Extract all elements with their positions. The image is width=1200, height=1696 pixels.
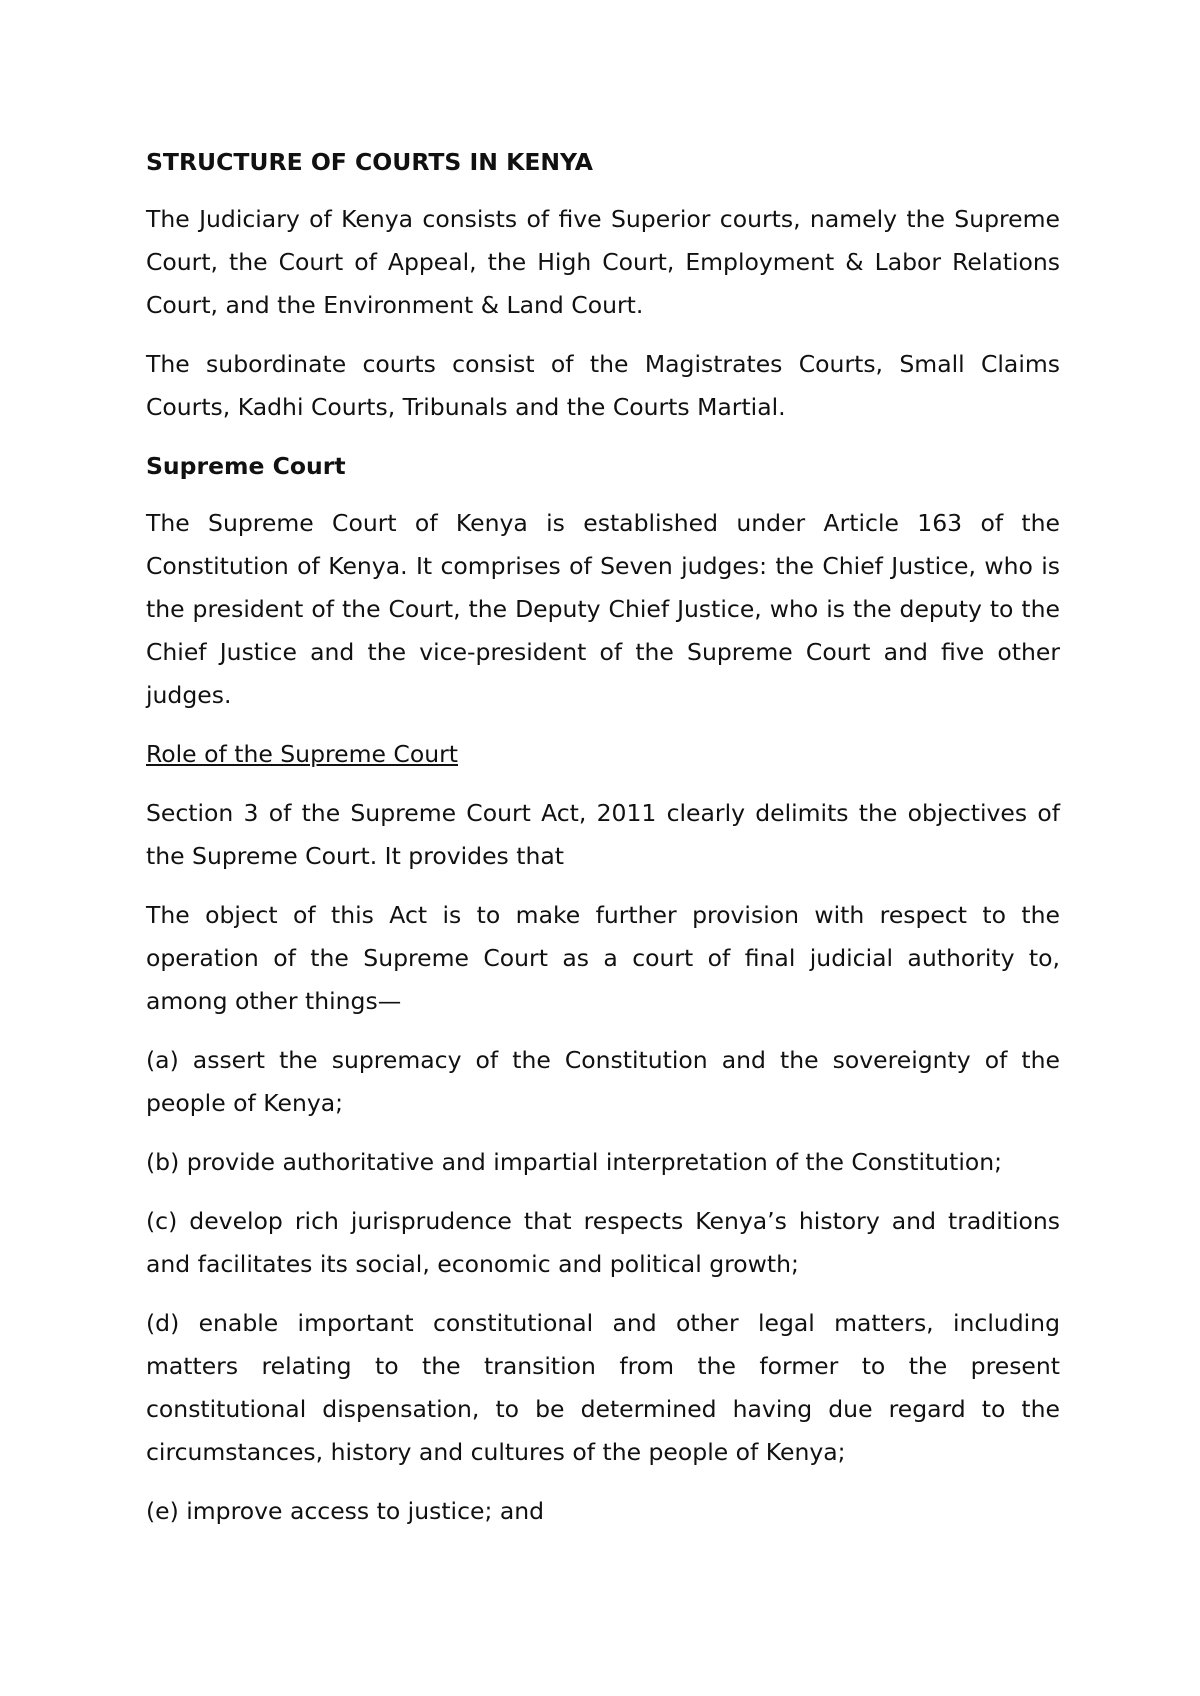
objective-item-c: (c) develop rich jurisprudence that respects Kenya’s history and traditions and facilitates its social, economic and political growth;: [146, 1207, 1060, 1278]
document-body: [146, 141, 1060, 1549]
document-title: STRUCTURE OF COURTS IN KENYA: [146, 148, 593, 176]
objective-item-a: (a) assert the supremacy of the Constitution and the sovereignty of the people of Kenya;: [146, 1046, 1060, 1117]
objective-item-b: (b) provide authoritative and impartial interpretation of the Constitution;: [146, 1148, 1003, 1176]
intro-paragraph-1: The Judiciary of Kenya consists of five Superior courts, namely the Supreme Court, the Court of Appeal, the High Court, Employment & Labor Relations Court, and the Environment & Land Court.: [146, 205, 1060, 319]
objective-item-e: (e) improve access to justice; and: [146, 1497, 545, 1525]
supreme-court-heading: Supreme Court: [146, 452, 346, 480]
role-heading: Role of the Supreme Court: [146, 740, 458, 768]
intro-paragraph-2: The subordinate courts consist of the Magistrates Courts, Small Claims Courts, Kadhi Courts, Tribunals and the Courts Martial.: [146, 350, 1060, 421]
role-paragraph-2: The object of this Act is to make further provision with respect to the operation of the Supreme Court as a court of final judicial authority to, among other things—: [146, 901, 1060, 1015]
supreme-court-paragraph: The Supreme Court of Kenya is established under Article 163 of the Constitution of Kenya. It comprises of Seven judges: the Chief Justice, who is the president of the Court, the Deputy Chief Justice, who is the deputy to the Chief Justice and the vice-president of the Supreme Court and five other judges.: [146, 509, 1060, 709]
role-paragraph-1: Section 3 of the Supreme Court Act, 2011 clearly delimits the objectives of the Supreme Court. It provides that: [146, 799, 1060, 870]
objective-item-d: (d) enable important constitutional and other legal matters, including matters relating to the transition from the former to the present constitutional dispensation, to be determined having due regard to the circumstances, history and cultures of the people of Kenya;: [146, 1309, 1060, 1466]
